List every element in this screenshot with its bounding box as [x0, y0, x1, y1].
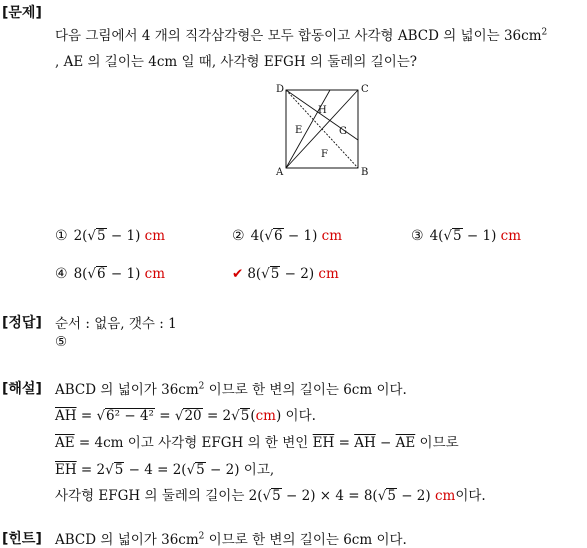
- solution-line1: ABCD 의 넓이가 $36cm^2$ 이므로 한 변의 길이는 6cm 이다.: [55, 381, 407, 398]
- choice-1[interactable]: ① 2(√5 − 1) cm: [55, 228, 166, 244]
- fig-label-F: F: [321, 149, 328, 160]
- answer-line2: ⑤: [55, 334, 68, 350]
- problem-label: [문제]: [2, 5, 42, 21]
- problem-text-line1: 다음 그림에서 4 개의 직각삼각형은 모두 합동이고 사각형 ABCD 의 넓이는 $36cm^2$: [55, 27, 548, 44]
- geometry-figure: [270, 80, 380, 180]
- fig-label-D: D: [276, 84, 285, 95]
- check-mark-icon: ✔: [232, 266, 244, 282]
- solution-label: [해설]: [2, 381, 42, 397]
- problem-text-line2: , AE 의 길이는 4cm 일 때, 사각형 EFGH 의 둘레의 길이는?: [55, 54, 418, 70]
- choice-3[interactable]: ③ 4(√5 − 1) cm: [411, 228, 522, 244]
- solution-line3: $\overline{AE} = 4cm$ 이고 사각형 EFGH 의 한 변인 $\overline{EH} = \overline{AH} - \overline{AE}$ 이므로: [55, 435, 459, 451]
- solution-line5: 사각형 EFGH 의 둘레의 길이는 2(√5 − 2) × 4 = 8(√5 − 2) cm이다.: [55, 488, 486, 504]
- answer-label: [정답]: [2, 315, 42, 331]
- solution-line4: $\overline{EH} = 2√5 - 4 = 2(√5 - 2)$ 이고,: [55, 462, 275, 478]
- fig-label-B: B: [361, 167, 369, 178]
- choice-5-selected[interactable]: ✔ 8(√5 − 2) cm: [232, 266, 339, 282]
- fig-label-G: G: [339, 126, 347, 137]
- answer-line1: 순서 : 없음, 갯수 : 1: [55, 316, 177, 332]
- fig-label-C: C: [361, 84, 369, 95]
- fig-label-E: E: [295, 125, 303, 136]
- hint-line1: ABCD 의 넓이가 $36cm^2$ 이므로 한 변의 길이는 6cm 이다.: [55, 531, 407, 548]
- hint-label: [힌트]: [2, 531, 42, 547]
- choice-4[interactable]: ④ 8(√6 − 1) cm: [55, 266, 166, 282]
- solution-line2: $\overline{AH} = √6^2 - 4^2 = √20 = 2√5(cm)$ 이다.: [55, 408, 316, 424]
- fig-label-H: H: [318, 105, 327, 116]
- choice-2[interactable]: ② 4(√6 − 1) cm: [232, 228, 343, 244]
- fig-label-A: A: [276, 167, 284, 178]
